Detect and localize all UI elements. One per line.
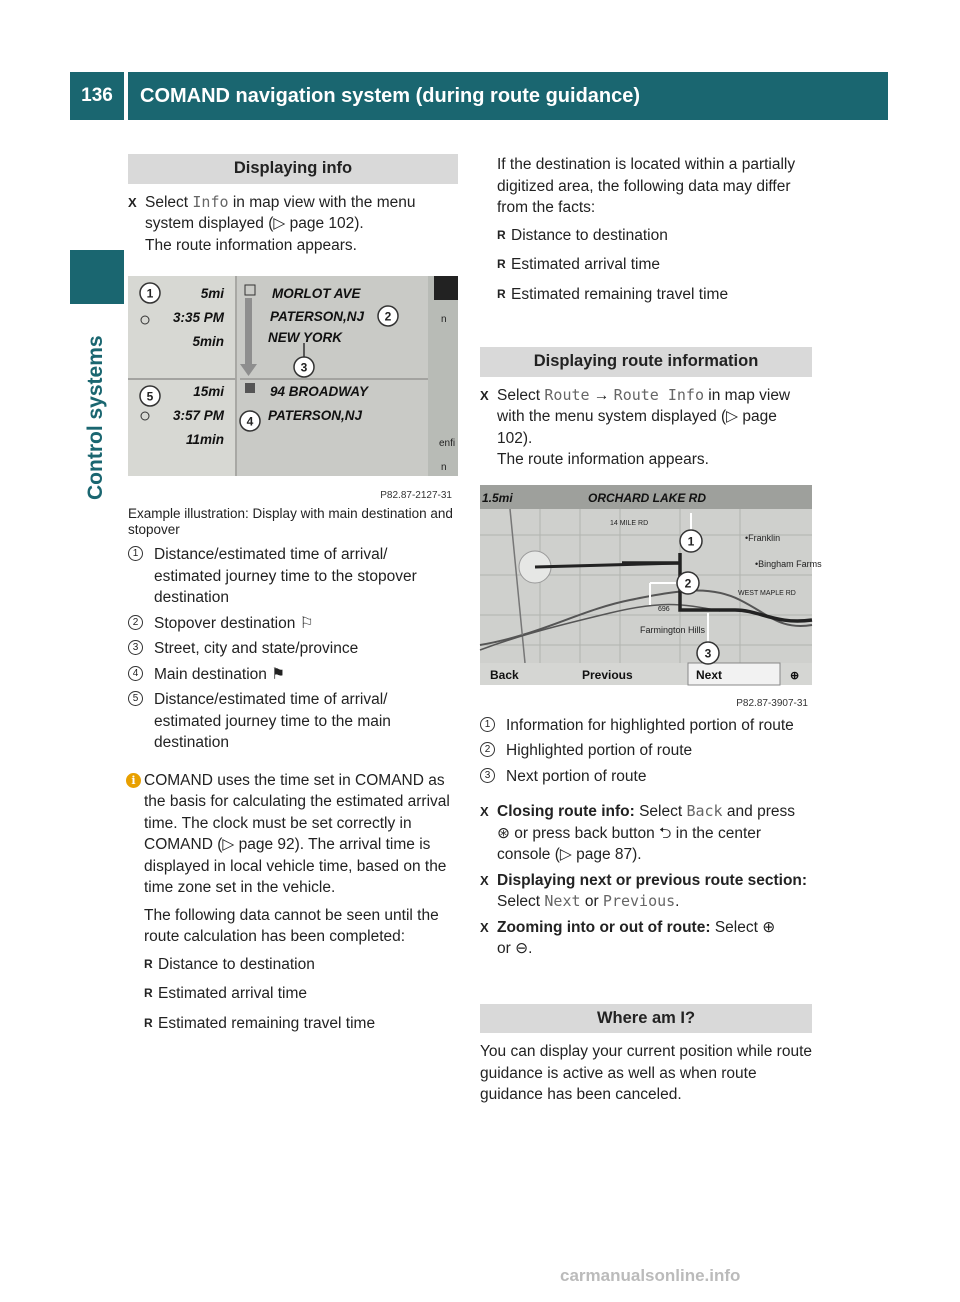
step-next-previous: X Displaying next or previous route section: Select Next or Previous. bbox=[480, 870, 812, 913]
step-result: The route information appears. bbox=[145, 236, 357, 254]
svg-text:2: 2 bbox=[684, 576, 692, 590]
svg-text:14 MILE RD: 14 MILE RD bbox=[610, 519, 649, 527]
list-item: R Distance to destination bbox=[497, 225, 812, 247]
legend-item: 2 Stopover destination ⚐ bbox=[128, 613, 458, 635]
left-column bbox=[128, 154, 458, 1034]
step-closing-route-info: X Closing route info: Select Back and press ⊛ or press back button ⮌ in the center console (▷ page 87). bbox=[480, 801, 812, 866]
svg-text:n: n bbox=[441, 314, 447, 325]
info-note-2: The following data cannot be seen until the route calculation has been completed: bbox=[144, 906, 439, 945]
svg-text:•Bingham Farms: •Bingham Farms bbox=[755, 558, 822, 569]
legend-item: 4 Main destination ⚑ bbox=[128, 664, 458, 686]
svg-text:MORLOT AVE: MORLOT AVE bbox=[272, 286, 361, 301]
right-column bbox=[480, 154, 822, 1106]
legend-list bbox=[128, 544, 458, 754]
route-map-illustration bbox=[480, 485, 822, 685]
list-item: R Estimated arrival time bbox=[144, 983, 458, 1005]
list-item: R Estimated remaining travel time bbox=[497, 284, 812, 306]
svg-text:3: 3 bbox=[704, 646, 712, 660]
svg-text:n: n bbox=[441, 462, 447, 473]
where-am-i-text: You can display your current position while route guidance is active as well as when route guidance has been canceled. bbox=[480, 1043, 813, 1103]
svg-text:ORCHARD LAKE RD: ORCHARD LAKE RD bbox=[588, 490, 706, 505]
step-zoom: X Zooming into or out of route: Select ⊕ or ⊖. bbox=[480, 917, 812, 960]
list-item: R Estimated arrival time bbox=[497, 254, 812, 276]
page-title: COMAND navigation system (during route guidance) bbox=[128, 72, 888, 120]
step-select-route-info: X Select Route → Route Info in map view with the menu system displayed (▷ page 102). The route information appears. bbox=[480, 385, 812, 471]
list-item: R Distance to destination bbox=[144, 954, 458, 976]
legend-item: 3 Street, city and state/province bbox=[128, 638, 458, 660]
svg-text:•Franklin: •Franklin bbox=[745, 532, 781, 543]
info-icon: i bbox=[126, 773, 141, 788]
legend-list bbox=[480, 715, 812, 788]
svg-text:Previous: Previous bbox=[582, 667, 633, 682]
figure-code: P82.87-3907-31 bbox=[736, 698, 808, 709]
legend-item: 5 Distance/estimated time of arrival/ estimated journey time to the main destination bbox=[128, 689, 458, 754]
svg-text:5min: 5min bbox=[192, 334, 224, 349]
svg-text:Next: Next bbox=[696, 667, 723, 682]
section-title-where-am-i: Where am I? bbox=[480, 1004, 812, 1034]
step-result: The route information appears. bbox=[497, 451, 709, 468]
svg-text:Farmington Hills: Farmington Hills bbox=[640, 624, 706, 635]
svg-text:1.5mi: 1.5mi bbox=[482, 490, 513, 505]
partial-area-bullets bbox=[480, 225, 812, 306]
svg-text:2: 2 bbox=[384, 309, 392, 324]
side-tab-marker bbox=[70, 250, 124, 304]
svg-text:696: 696 bbox=[658, 605, 670, 613]
svg-text:15mi: 15mi bbox=[193, 384, 224, 399]
zoom-in-icon: ⊕ bbox=[762, 918, 776, 936]
svg-text:5: 5 bbox=[146, 389, 154, 404]
list-item: R Estimated remaining travel time bbox=[144, 1013, 458, 1035]
step-select-info: X Select Info in map view with the menu system displayed (▷ page 102). The route information appears. bbox=[128, 192, 458, 257]
footer-watermark: carmanualsonline.info bbox=[560, 1266, 741, 1285]
svg-text:3: 3 bbox=[300, 360, 308, 375]
figure-route-info bbox=[128, 276, 458, 501]
partial-area-intro: If the destination is located within a partially digitized area, the following data may differ from the facts: bbox=[497, 156, 796, 216]
svg-text:4: 4 bbox=[246, 414, 254, 429]
info-note: i COMAND uses the time set in COMAND as the basis for calculating the estimated arrival time. The clock must be set correctly in COMAND (▷ page 92). The arrival time is displayed in local vehicle time, based on the time zone set in the vehicle. bbox=[128, 770, 458, 899]
svg-text:WEST MAPLE RD: WEST MAPLE RD bbox=[738, 589, 796, 597]
svg-text:NEW YORK: NEW YORK bbox=[268, 330, 343, 345]
zoom-out-icon: ⊖ bbox=[515, 940, 529, 957]
svg-text:Back: Back bbox=[490, 667, 519, 682]
svg-text:PATERSON,NJ: PATERSON,NJ bbox=[270, 309, 365, 324]
svg-text:PATERSON,NJ: PATERSON,NJ bbox=[268, 408, 363, 423]
svg-text:5mi: 5mi bbox=[200, 286, 224, 301]
svg-text:enfi: enfi bbox=[439, 438, 456, 449]
route-info-illustration bbox=[128, 276, 458, 476]
figure-code: P82.87-2127-31 bbox=[380, 489, 452, 501]
legend-item: 2 Highlighted portion of route bbox=[480, 740, 812, 762]
legend-item: 1 Information for highlighted portion of route bbox=[480, 715, 812, 737]
svg-text:1: 1 bbox=[687, 534, 695, 548]
section-title-route-information: Displaying route information bbox=[480, 347, 812, 377]
svg-text:3:57 PM: 3:57 PM bbox=[172, 408, 224, 423]
section-title-displaying-info: Displaying info bbox=[128, 154, 458, 184]
legend-item: 1 Distance/estimated time of arrival/ estimated journey time to the stopover destination bbox=[128, 544, 458, 609]
svg-text:11min: 11min bbox=[185, 432, 224, 447]
svg-text:1: 1 bbox=[146, 286, 154, 301]
info-bullets bbox=[128, 954, 458, 1035]
figure-caption: Example illustration: Display with main destination and stopover bbox=[128, 506, 453, 537]
side-tab-label: Control systems bbox=[84, 335, 107, 500]
svg-text:94 BROADWAY: 94 BROADWAY bbox=[270, 384, 369, 399]
svg-text:⊕: ⊕ bbox=[790, 669, 800, 682]
legend-item: 3 Next portion of route bbox=[480, 766, 812, 788]
svg-text:3:35 PM: 3:35 PM bbox=[172, 310, 224, 325]
figure-route-map bbox=[480, 485, 822, 709]
page-number: 136 bbox=[70, 72, 124, 120]
